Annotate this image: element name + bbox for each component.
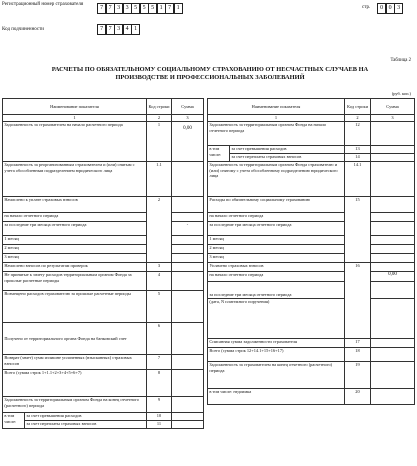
col-number: 3 <box>371 115 415 122</box>
row-code: 15 <box>345 197 371 263</box>
row-code: 1 <box>147 122 172 162</box>
digit-cell: 7 <box>106 3 115 14</box>
col-number: 2 <box>147 115 172 122</box>
row-sum[interactable] <box>172 291 204 323</box>
row-sum[interactable] <box>172 236 204 245</box>
row-sum[interactable] <box>172 370 204 397</box>
subordination-label: Код подчиненности <box>2 27 44 32</box>
row-sum[interactable] <box>371 282 415 299</box>
month-label: 3 месяц <box>208 254 345 263</box>
row-code: 7 <box>147 355 172 370</box>
page-digit: 0 <box>377 3 386 14</box>
col-header-name: Наименование показателя <box>208 99 345 115</box>
digit-cell: 4 <box>123 24 132 35</box>
row-sum[interactable] <box>172 263 204 272</box>
row-label: Задолженность за территориальным органом Фонда на начало отчетного периода <box>208 122 345 146</box>
row-sum[interactable] <box>371 254 415 263</box>
row-sum[interactable]: - <box>172 222 204 236</box>
row-sum[interactable] <box>371 122 415 146</box>
digit-cell: 3 <box>114 3 123 14</box>
row-sum[interactable] <box>371 263 415 272</box>
row-label: за последние три месяца отчетного периода <box>208 282 345 299</box>
row-label: за последние три месяца отчетного периода <box>208 222 345 236</box>
row-label: Уплачено страховых взносов <box>208 263 345 272</box>
page-digit: 3 <box>394 3 403 14</box>
digit-cell: 3 <box>114 24 123 35</box>
unit-label: (руб. коп.) <box>391 91 411 96</box>
row-code: 3 <box>147 263 172 272</box>
month-label: 3 месяц <box>3 254 147 263</box>
row-sum[interactable] <box>172 272 204 291</box>
row-sum[interactable] <box>371 245 415 254</box>
row-code: 11 <box>147 421 172 429</box>
row-label: Списанная сумма задолженности страхователя <box>208 339 345 348</box>
row-code: 2 <box>147 197 172 263</box>
digit-cell: 5 <box>131 3 140 14</box>
row-sum[interactable] <box>172 162 204 197</box>
row-sum[interactable] <box>371 146 415 154</box>
row-sum[interactable] <box>172 355 204 370</box>
col-header-sum: Сумма <box>371 99 415 115</box>
month-label: 2 месяц <box>208 245 345 254</box>
row-label: Задолженность за страхователем на конец отчетного (расчетного) периода <box>208 362 345 389</box>
incl-label: в том числе: <box>3 413 25 429</box>
row-label: на начало отчетного периода <box>208 272 345 282</box>
row-label: Всего (сумма строк 1+1.1+2+3+4+5+6+7) <box>3 370 147 397</box>
col-number: 1 <box>3 115 147 122</box>
month-label: 1 месяц <box>208 236 345 245</box>
col-number: 3 <box>172 115 204 122</box>
row-code: 13 <box>345 146 371 154</box>
row-label: Задолженность за территориальным органом Фонда страхователю и (или) снятому с учета обособленному подразделению юридического лица <box>208 162 345 197</box>
row-sum[interactable] <box>172 213 204 222</box>
reg-number-label: Регистрационный номер страхователя <box>2 2 84 7</box>
row-label: за счет переплаты страховых взносов <box>25 421 147 429</box>
digit-cell: 7 <box>97 3 106 14</box>
row-code: 8 <box>147 370 172 397</box>
page-digit: 0 <box>386 3 395 14</box>
month-label: 1 месяц <box>3 236 147 245</box>
row-label: (дата, N платежного поручения) <box>208 299 345 339</box>
row-code: 17 <box>345 339 371 348</box>
page-number-boxes <box>377 3 403 14</box>
row-label: за счет переплаты страховых взносов <box>230 154 345 162</box>
row-sum[interactable] <box>371 389 415 405</box>
reg-number-boxes <box>97 3 182 14</box>
digit-cell: 1 <box>131 24 140 35</box>
row-sum[interactable] <box>172 421 204 429</box>
row-sum[interactable] <box>371 162 415 197</box>
row-label: в том числе: недоимка <box>208 389 345 405</box>
digit-cell: 7 <box>165 3 174 14</box>
row-label: за последние три месяца отчетного периода <box>3 222 147 236</box>
row-code: 6 <box>147 323 172 355</box>
month-label: 2 месяц <box>3 245 147 254</box>
row-code: 14.1 <box>345 162 371 197</box>
page-label: стр. <box>362 5 371 10</box>
row-code: 1.1 <box>147 162 172 197</box>
row-label: на начало отчетного периода <box>208 213 345 222</box>
row-label: Начислено взносов по результатам проверок <box>3 263 147 272</box>
row-sum[interactable] <box>371 213 415 222</box>
row-sum[interactable] <box>172 197 204 213</box>
row-sum[interactable] <box>371 222 415 236</box>
col-number: 1 <box>208 115 345 122</box>
col-header-code: Код строки <box>345 99 371 115</box>
row-code: 14 <box>345 154 371 162</box>
row-sum[interactable] <box>371 154 415 162</box>
table-number: Таблица 2 <box>390 58 411 63</box>
row-label: Задолженность за страхователем на начало расчетного периода <box>3 122 147 162</box>
row-sum[interactable] <box>172 323 204 355</box>
col-header-sum: Сумма <box>172 99 204 115</box>
row-code: 18 <box>345 348 371 362</box>
subordination-boxes <box>97 24 140 35</box>
row-label: Возврат (зачет) сумм излишне уплаченных (взысканных) страховых взносов <box>3 355 147 370</box>
digit-cell: 5 <box>140 3 149 14</box>
row-label: Получено от территориального органа Фонда на банковский счет <box>3 323 147 355</box>
left-table <box>2 98 204 429</box>
row-sum[interactable] <box>371 299 415 339</box>
col-header-code: Код строки <box>147 99 172 115</box>
digit-cell: 7 <box>106 24 115 35</box>
row-sum[interactable]: 0,00 <box>172 122 204 162</box>
col-number: 2 <box>345 115 371 122</box>
right-table <box>207 98 415 405</box>
row-code: 10 <box>147 413 172 421</box>
row-code: 19 <box>345 362 371 389</box>
row-code: 9 <box>147 397 172 413</box>
row-sum[interactable] <box>371 197 415 213</box>
row-sum[interactable] <box>371 348 415 362</box>
row-label: Не принятые к зачету расходов территориальным органом Фонда за прошлые расчетные периоды <box>3 272 147 291</box>
digit-cell: 3 <box>123 3 132 14</box>
row-code: 16 <box>345 263 371 339</box>
row-label: Всего (сумма строк 12+14.1+15+16+17) <box>208 348 345 362</box>
row-label: за счет превышения расходов <box>25 413 147 421</box>
row-sum[interactable] <box>172 397 204 413</box>
row-label: на начало отчетного периода <box>3 213 147 222</box>
incl-label: в том числе: <box>208 146 230 162</box>
row-label: Начислено к уплате страховых взносов <box>3 197 147 213</box>
row-label: Расходы по обязательному социальному страхованию <box>208 197 345 213</box>
row-label: Возмещено расходов страхователю за прошлые расчетные периоды <box>3 291 147 323</box>
col-header-name: Наименование показателя <box>3 99 147 115</box>
row-sum[interactable] <box>172 413 204 421</box>
row-sum[interactable] <box>371 362 415 389</box>
row-sum[interactable] <box>371 339 415 348</box>
row-sum[interactable] <box>371 236 415 245</box>
digit-cell: 5 <box>148 3 157 14</box>
digit-cell: 1 <box>174 3 183 14</box>
row-sum[interactable]: 0,00 <box>371 272 415 282</box>
row-code: 5 <box>147 291 172 323</box>
page-title: РАСЧЕТЫ ПО ОБЯЗАТЕЛЬНОМУ СОЦИАЛЬНОМУ СТРАХОВАНИЮ ОТ НЕСЧАСТНЫХ СЛУЧАЕВ НА ПРОИЗВОДСТВЕ И ПРОФЕССИОНАЛЬНЫХ ЗАБОЛЕВАНИЙ <box>51 66 369 81</box>
row-sum[interactable] <box>172 245 204 254</box>
digit-cell: 1 <box>157 3 166 14</box>
row-label: за счет превышения расходов <box>230 146 345 154</box>
row-code: 20 <box>345 389 371 405</box>
row-code: 4 <box>147 272 172 291</box>
row-code: 12 <box>345 122 371 146</box>
row-sum[interactable] <box>172 254 204 263</box>
digit-cell: 7 <box>97 24 106 35</box>
row-label: Задолженность за реорганизованным страхователем и (или) снятым с учета обособленным подразделением юридического лица <box>3 162 147 197</box>
row-label: Задолженность за территориальным органом Фонда на конец отчетного (расчетного) периода <box>3 397 147 413</box>
